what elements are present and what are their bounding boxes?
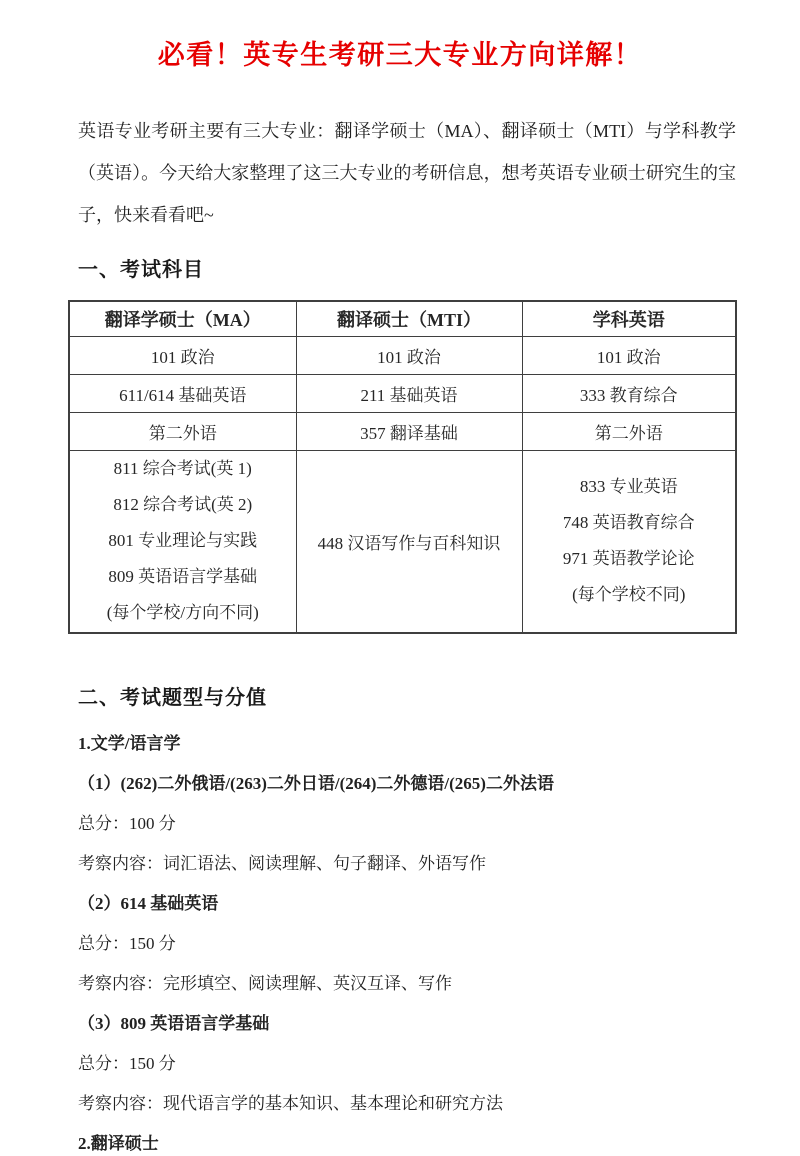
detail-line: 812 综合考试(英 2) — [113, 495, 253, 515]
detail-cell-ma — [69, 450, 296, 633]
exam-item-score: 总分：150 分 — [78, 934, 176, 953]
detail-cell-subject-english — [522, 450, 736, 633]
table-header-mti: 翻译硕士（MTI） — [296, 301, 522, 336]
exam-item-content: 考察内容：完形填空、阅读理解、英汉互译、写作 — [78, 974, 452, 993]
detail-line: (每个学校/方向不同) — [106, 603, 259, 623]
detail-line: 833 专业英语 — [579, 477, 678, 497]
exam-item-score: 总分：100 分 — [78, 814, 176, 833]
table-cell: 101 政治 — [296, 336, 522, 374]
table-cell: 211 基础英语 — [296, 374, 522, 412]
exam-item-title: （1）(262)二外俄语/(263)二外日语/(264)二外德语/(265)二外法语 — [78, 774, 554, 793]
table-header-ma: 翻译学硕士（MA） — [69, 301, 296, 336]
detail-cell-mti: 448 汉语写作与百科知识 — [296, 450, 522, 633]
subsection-translation-heading: 2.翻译硕士 — [78, 1134, 159, 1153]
table-cell: 101 政治 — [522, 336, 736, 374]
detail-line: 809 英语语言学基础 — [108, 567, 258, 587]
exam-subjects-table — [68, 300, 737, 634]
table-cell: 333 教育综合 — [522, 374, 736, 412]
exam-types-content — [78, 732, 736, 1156]
table-detail-row — [69, 450, 736, 633]
section-exam-types-heading: 二、考试题型与分值 — [78, 687, 267, 709]
page-title: 必看！英专生考研三大专业方向详解！ — [157, 40, 643, 71]
exam-item-content: 考察内容：词汇语法、阅读理解、句子翻译、外语写作 — [78, 854, 486, 873]
table-cell: 第二外语 — [69, 412, 296, 450]
exam-item-score: 总分：150 分 — [78, 1054, 176, 1073]
detail-line: 801 专业理论与实践 — [108, 531, 258, 551]
exam-item-content: 考察内容：现代语言学的基本知识、基本理论和研究方法 — [78, 1094, 503, 1113]
detail-line: 811 综合考试(英 1) — [113, 459, 252, 479]
section-exam-subjects-heading: 一、考试科目 — [78, 259, 204, 281]
subsection-literature-heading: 1.文学/语言学 — [78, 734, 181, 753]
detail-line: (每个学校不同) — [572, 585, 686, 605]
table-header-subject-english: 学科英语 — [522, 301, 736, 336]
detail-line: 971 英语教学论论 — [562, 549, 695, 569]
detail-line: 748 英语教育综合 — [562, 513, 695, 533]
table-row — [69, 336, 736, 374]
table-header-row — [69, 301, 736, 336]
exam-item-title: （2）614 基础英语 — [78, 894, 219, 913]
table-cell: 611/614 基础英语 — [69, 374, 296, 412]
table-row — [69, 374, 736, 412]
table-cell: 101 政治 — [69, 336, 296, 374]
exam-item-title: （3）809 英语语言学基础 — [78, 1014, 270, 1033]
table-row — [69, 412, 736, 450]
table-cell: 357 翻译基础 — [296, 412, 522, 450]
table-cell: 第二外语 — [522, 412, 736, 450]
intro-paragraph: 英语专业考研主要有三大专业：翻译学硕士（MA）、翻译硕士（MTI）与学科教学（英语）。今天给大家整理了这三大专业的考研信息，想考英语专业硕士研究生的宝子，快来看看吧~ — [78, 121, 736, 225]
